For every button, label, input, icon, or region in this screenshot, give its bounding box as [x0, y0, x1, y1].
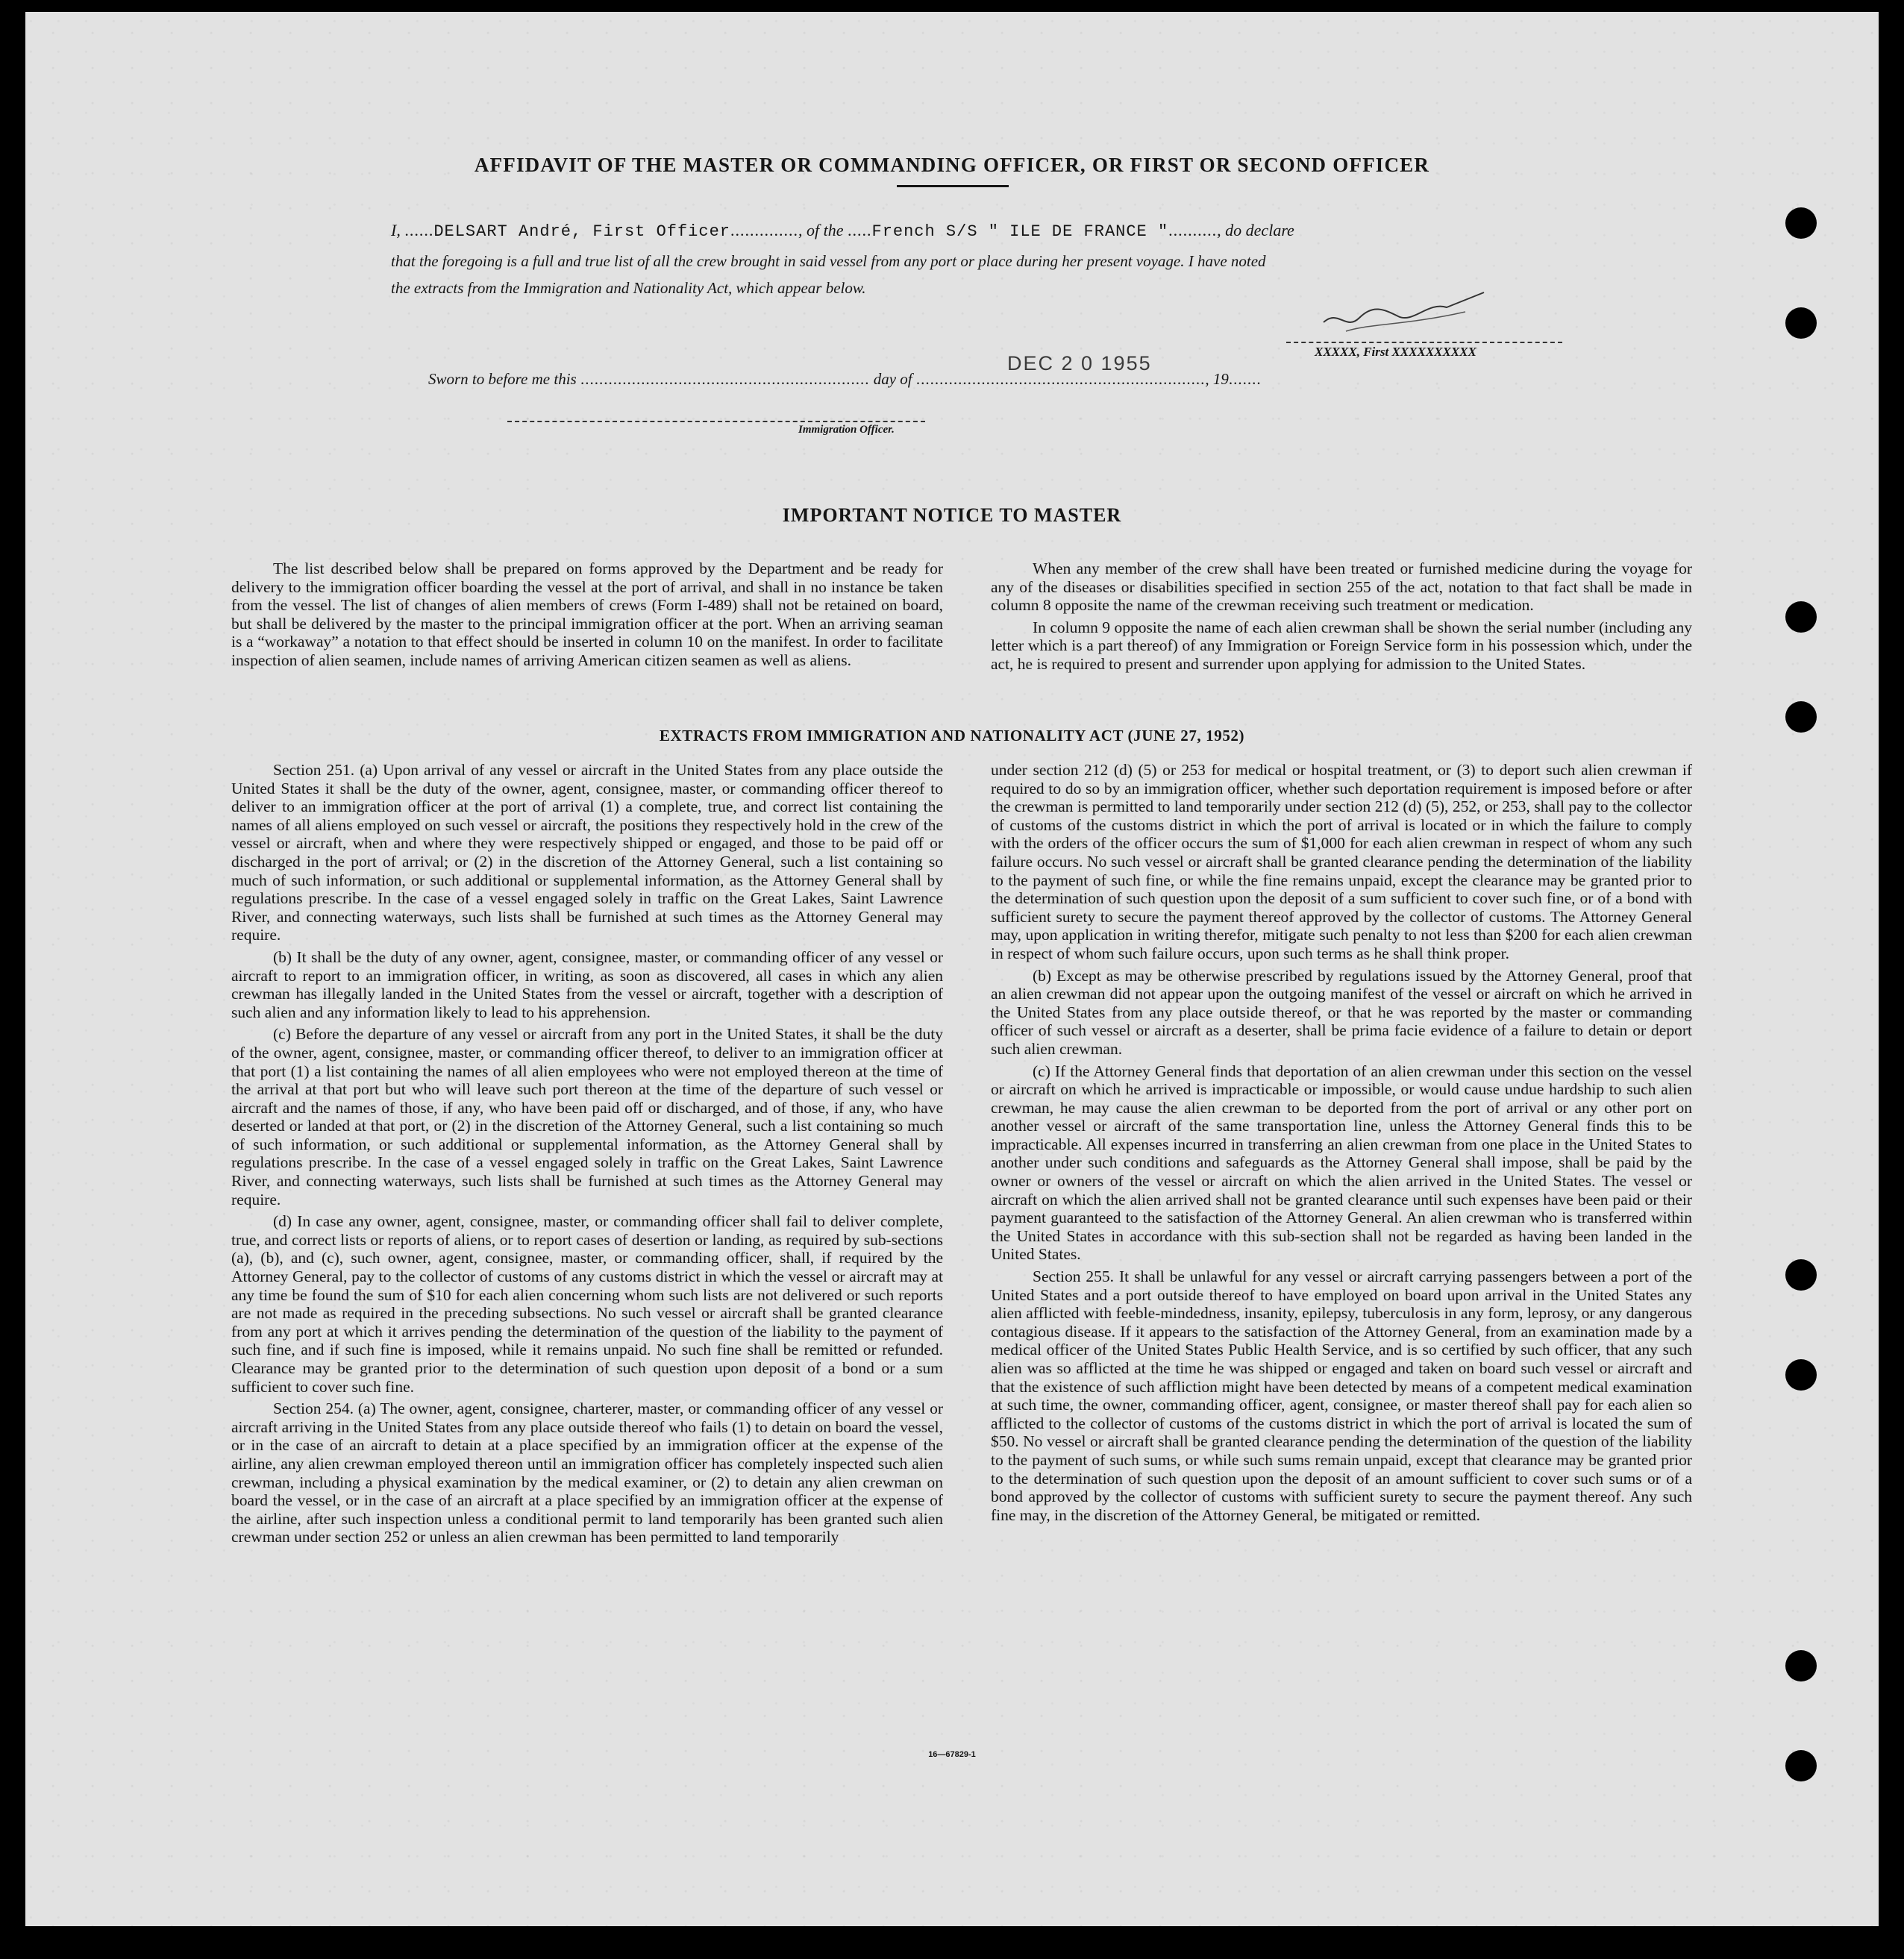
declaration-prefix: I,: [391, 221, 401, 239]
extract-paragraph: Section 251. (a) Upon arrival of any vessel or aircraft in the United States from any place outside the United States it shall be the duty of the owner, agent, consignee, master, or commanding officer thereof to deliver to an immigration officer at the port of arrival (1) a complete, true, and correct list containing the names of all aliens employed on such vessel or aircraft, the positions they respectively hold in the crew of the vessel or aircraft, when and where they were respectively shipped or engaged, and those to be paid off or discharged in the port of arrival; or (2) in the discretion of the Attorney General, such a list containing so much of such information, or such additional or supplemental information, as the Attorney General shall by regulations prescribe. In the case of a vessel engaged solely in traffic on the Great Lakes, Saint Lawrence River, and connecting waterways, such lists shall be furnished at such times as the Attorney General may require.: [231, 761, 943, 944]
extract-paragraph: under section 212 (d) (5) or 253 for medical or hospital treatment, or (3) to deport such alien crewman if required to do so by an immigration officer, whether such deportation requirement is imposed before or after the crewman is permitted to land temporarily under section 212 (d) (5), 252, or 253, shall pay to the collector of customs of the customs district in which the port of arrival is located or in which the failure to comply with the orders of the officer occurs the sum of $1,000 for each alien crewman in respect of whom any such failure occurs. No such vessel or aircraft shall be granted clearance pending the determination of the liability to the payment of such fine, or while the fine remains unpaid, except the clearance may be granted prior to the determination of such question upon the deposit of a sum sufficient to cover such fine, or of a bond with sufficient surety to secure the payment thereof approved by the collector of customs. The Attorney General may, upon application in writing therefor, mitigate such penalty to not less than $200 for each alien crewman in respect of whom such failure occurs, upon such terms as he shall think proper.: [991, 761, 1692, 962]
notice-paragraph: The list described below shall be prepared on forms approved by the Department and be ready for delivery to the immigration officer boarding the vessel at the port of arrival, and shall in no instance be taken from the vessel. The list of changes of alien members of crews (Form I-489) shall not be retained on board, but shall be delivered by the master to the principal immigration officer at the port. When an arriving seaman is a “workaway” a notation to that effect should be inserted in column 10 on the manifest. In order to facilitate inspection of alien seamen, include names of arriving American citizen seamen as well as aliens.: [231, 560, 943, 669]
extract-paragraph: (b) It shall be the duty of any owner, agent, consignee, master, or commanding officer of any vessel or aircraft to report to an immigration officer, in writing, as soon as discovered, all cases in which any alien crewman has illegally landed in the United States from the vessel or aircraft, together with a description of such alien and any information likely to lead to his apprehension.: [231, 947, 943, 1021]
extract-paragraph: (c) If the Attorney General finds that deportation of an alien crewman under this section on the vessel or aircraft on which he arrived is impracticable or impossible, or would cause undue hardship to such alien crewman, he may cause the alien crewman to be deported from the port of arrival or any other port on another vessel or aircraft of the same transportation line, unless the Attorney General finds this to be impracticable. All expenses incurred in transferring an alien crewman from one place in the United States to another under such conditions and safeguards as the Attorney General shall impose, shall be paid by the owner or owners of the vessel or aircraft on which the alien arrived in the United States. The vessel or aircraft on which the alien arrived shall not be granted clearance until such expenses have been paid or their payment guaranteed to the satisfaction of the Attorney General. An alien crewman who is transferred within the United States in accordance with this sub-section shall not be regarded as having been landed in the United States.: [991, 1062, 1692, 1264]
immigration-officer-line: [507, 421, 925, 422]
date-stamp: DEC 2 0 1955: [1007, 352, 1152, 374]
extract-paragraph: Section 254. (a) The owner, agent, consignee, charterer, master, or commanding officer of any vessel or aircraft arriving in the United States from any place outside thereof who fails (1) to detain on board the vessel, or in the case of an aircraft to detain at a place specified by an immigration officer at the expense of the airline, any alien crewman employed thereon until an immigration officer has completely inspected such alien crewman, including a physical examination by the medical examiner, or (2) to detain any alien crewman on board the vessel, or in the case of an aircraft at a place specified by an immigration officer at the expense of the airline, after such inspection unless a conditional permit to land temporarily has been granted such alien crewman under section 252 or unless an alien crewman has been permitted to land temporarily: [231, 1399, 943, 1546]
immigration-officer-label: Immigration Officer.: [798, 424, 895, 436]
binder-hole: [1785, 207, 1817, 239]
sworn-day-of: day of: [873, 370, 912, 388]
extracts-heading: EXTRACTS FROM IMMIGRATION AND NATIONALITY ACT (JUNE 27, 1952): [659, 727, 1245, 745]
binder-hole: [1785, 307, 1817, 339]
extracts-left-column: [231, 761, 943, 1546]
declaration-line-2: that the foregoing is a full and true list of all the crew brought in said vessel from any port or place during her present voyage. I have noted: [391, 252, 1266, 270]
signature-title: XXXXX, First XXXXXXXXXX: [1315, 345, 1476, 359]
form-page: [25, 12, 1879, 1926]
notice-paragraph: When any member of the crew shall have been treated or furnished medicine during the voyage for any of the diseases or disabilities specified in section 255 of the act, notation to that fact shall be made in column 8 opposite the name of the crewman receiving such treatment or medication.: [991, 560, 1692, 615]
extract-paragraph: (b) Except as may be otherwise prescribed by regulations issued by the Attorney General, proof that an alien crewman did not appear upon the outgoing manifest of the vessel or aircraft on which he arrived in the United States from any place outside thereof, or that he was reported by the master or commanding officer of such vessel or aircraft as a deserter, shall be prima facie evidence of a failure to detain or deport such alien crewman.: [991, 966, 1692, 1058]
notice-paragraph: In column 9 opposite the name of each alien crewman shall be shown the serial number (including any letter which is a part thereof) of any Immigration or Foreign Service form in his possession which, under the act, he is required to present and surrender upon applying for admission to the United States.: [991, 618, 1692, 673]
fill-line: ......: [404, 221, 434, 239]
fill-line: ..........: [1168, 221, 1218, 239]
signature-line: [1286, 342, 1562, 343]
sworn-year-prefix: , 19: [1205, 370, 1229, 388]
extracts-right-column: [991, 761, 1692, 1524]
binder-hole: [1785, 601, 1817, 633]
binder-hole: [1785, 1359, 1817, 1391]
form-code: 16—67829-1: [928, 1750, 976, 1759]
fill-line: .......: [1228, 370, 1262, 388]
title-divider: [897, 185, 1009, 187]
notice-heading: IMPORTANT NOTICE TO MASTER: [782, 504, 1122, 526]
extract-paragraph: Section 255. It shall be unlawful for any vessel or aircraft carrying passengers between a port of the United States and a port outside thereof to have employed on board upon arrival in the United States any alien afflicted with feeble-mindedness, insanity, epilepsy, tuberculosis in any form, leprosy, or any dangerous contagious disease. If it appears to the satisfaction of the Attorney General, from an examination made by a medical officer of the United States Public Health Service, and is so certified by such officer, that any such alien was so afflicted at the time he was shipped or engaged and taken on board such vessel or aircraft and that the existence of such affliction might have been detected by means of a competent medical examination at such time, the owner, commanding officer, agent, consignee, or master thereof shall pay for each alien so afflicted to the collector of customs of the customs district in which the port of arrival is located the sum of $50. No vessel or aircraft shall be granted clearance pending the determination of the question of the liability to the payment of such sums, or while such sums remain unpaid, except that clearance may be granted prior to the determination of such question upon the deposit of an amount sufficient to cover such sums or of a bond approved by the collector of customs with sufficient surety to secure the payment thereof. Any such fine may, in the discretion of the Attorney General, be mitigated or remitted.: [991, 1267, 1692, 1524]
sworn-prefix: Sworn to before me this: [428, 370, 577, 388]
officer-signature: [1316, 279, 1488, 339]
declaration-line-3: the extracts from the Immigration and Nationality Act, which appear below.: [391, 279, 866, 297]
affidavit-title: AFFIDAVIT OF THE MASTER OR COMMANDING OFFICER, OR FIRST OR SECOND OFFICER: [474, 154, 1430, 176]
fill-line: .....: [848, 221, 872, 239]
fill-line: ..............................................................: [915, 370, 1206, 388]
notice-left-column: [231, 560, 943, 670]
extract-paragraph: (d) In case any owner, agent, consignee, master, or commanding officer shall fail to deliver complete, true, and correct lists or reports of aliens, or to report cases of desertion or landing, as required by sub-sections (a), (b), and (c), such owner, agent, consignee, master, or commanding officer, shall, if required by the Attorney General, pay to the collector of customs of any customs district in which the vessel or aircraft may at any time be found the sum of $10 for each alien concerning whom such lists are not delivered or such reports are not made as required in the preceding subsections. No such vessel or aircraft shall be granted clearance from any port at which it arrives pending the determination of the question of the liability to the payment of such fine, and if such fine is imposed, while it remains unpaid. No such fine shall be remitted or refunded. Clearance may be granted prior to the determination of such question upon deposit of a bond or a sum sufficient to cover such fine.: [231, 1212, 943, 1396]
fill-line: ..............................................................: [580, 370, 870, 388]
binder-hole: [1785, 1650, 1817, 1681]
notice-right-column: [991, 560, 1692, 674]
vessel-name-field: French S/S " ILE DE FRANCE ": [871, 222, 1169, 241]
extract-paragraph: (c) Before the departure of any vessel or aircraft from any port in the United States, it shall be the duty of the owner, agent, consignee, master, or commanding officer thereof, to deliver to an immigration officer at that port (1) a list containing the names of all alien employees who were not employed thereon at the time of the arrival at that port but who will leave such port thereon at the time of the departure of such vessel or aircraft and the names of those, if any, who have been paid off or discharged, and of those, if any, who have deserted or landed at that port, or (2) in the discretion of the Attorney General, such a list containing so much of such information, or such additional or supplemental information, as the Attorney General shall by regulations prescribe. In the case of a vessel engaged solely in traffic on the Great Lakes, Saint Lawrence River, and connecting waterways, such lists shall be furnished at such times as the Attorney General may require.: [231, 1025, 943, 1209]
declaration-line: [391, 221, 1573, 241]
officer-name-field: DELSART André, First Officer: [433, 222, 730, 241]
fill-line: ..............: [730, 221, 798, 239]
binder-hole: [1785, 1259, 1817, 1291]
declaration-of-the: , of the: [798, 221, 844, 239]
declaration-do-declare: , do declare: [1217, 221, 1294, 239]
